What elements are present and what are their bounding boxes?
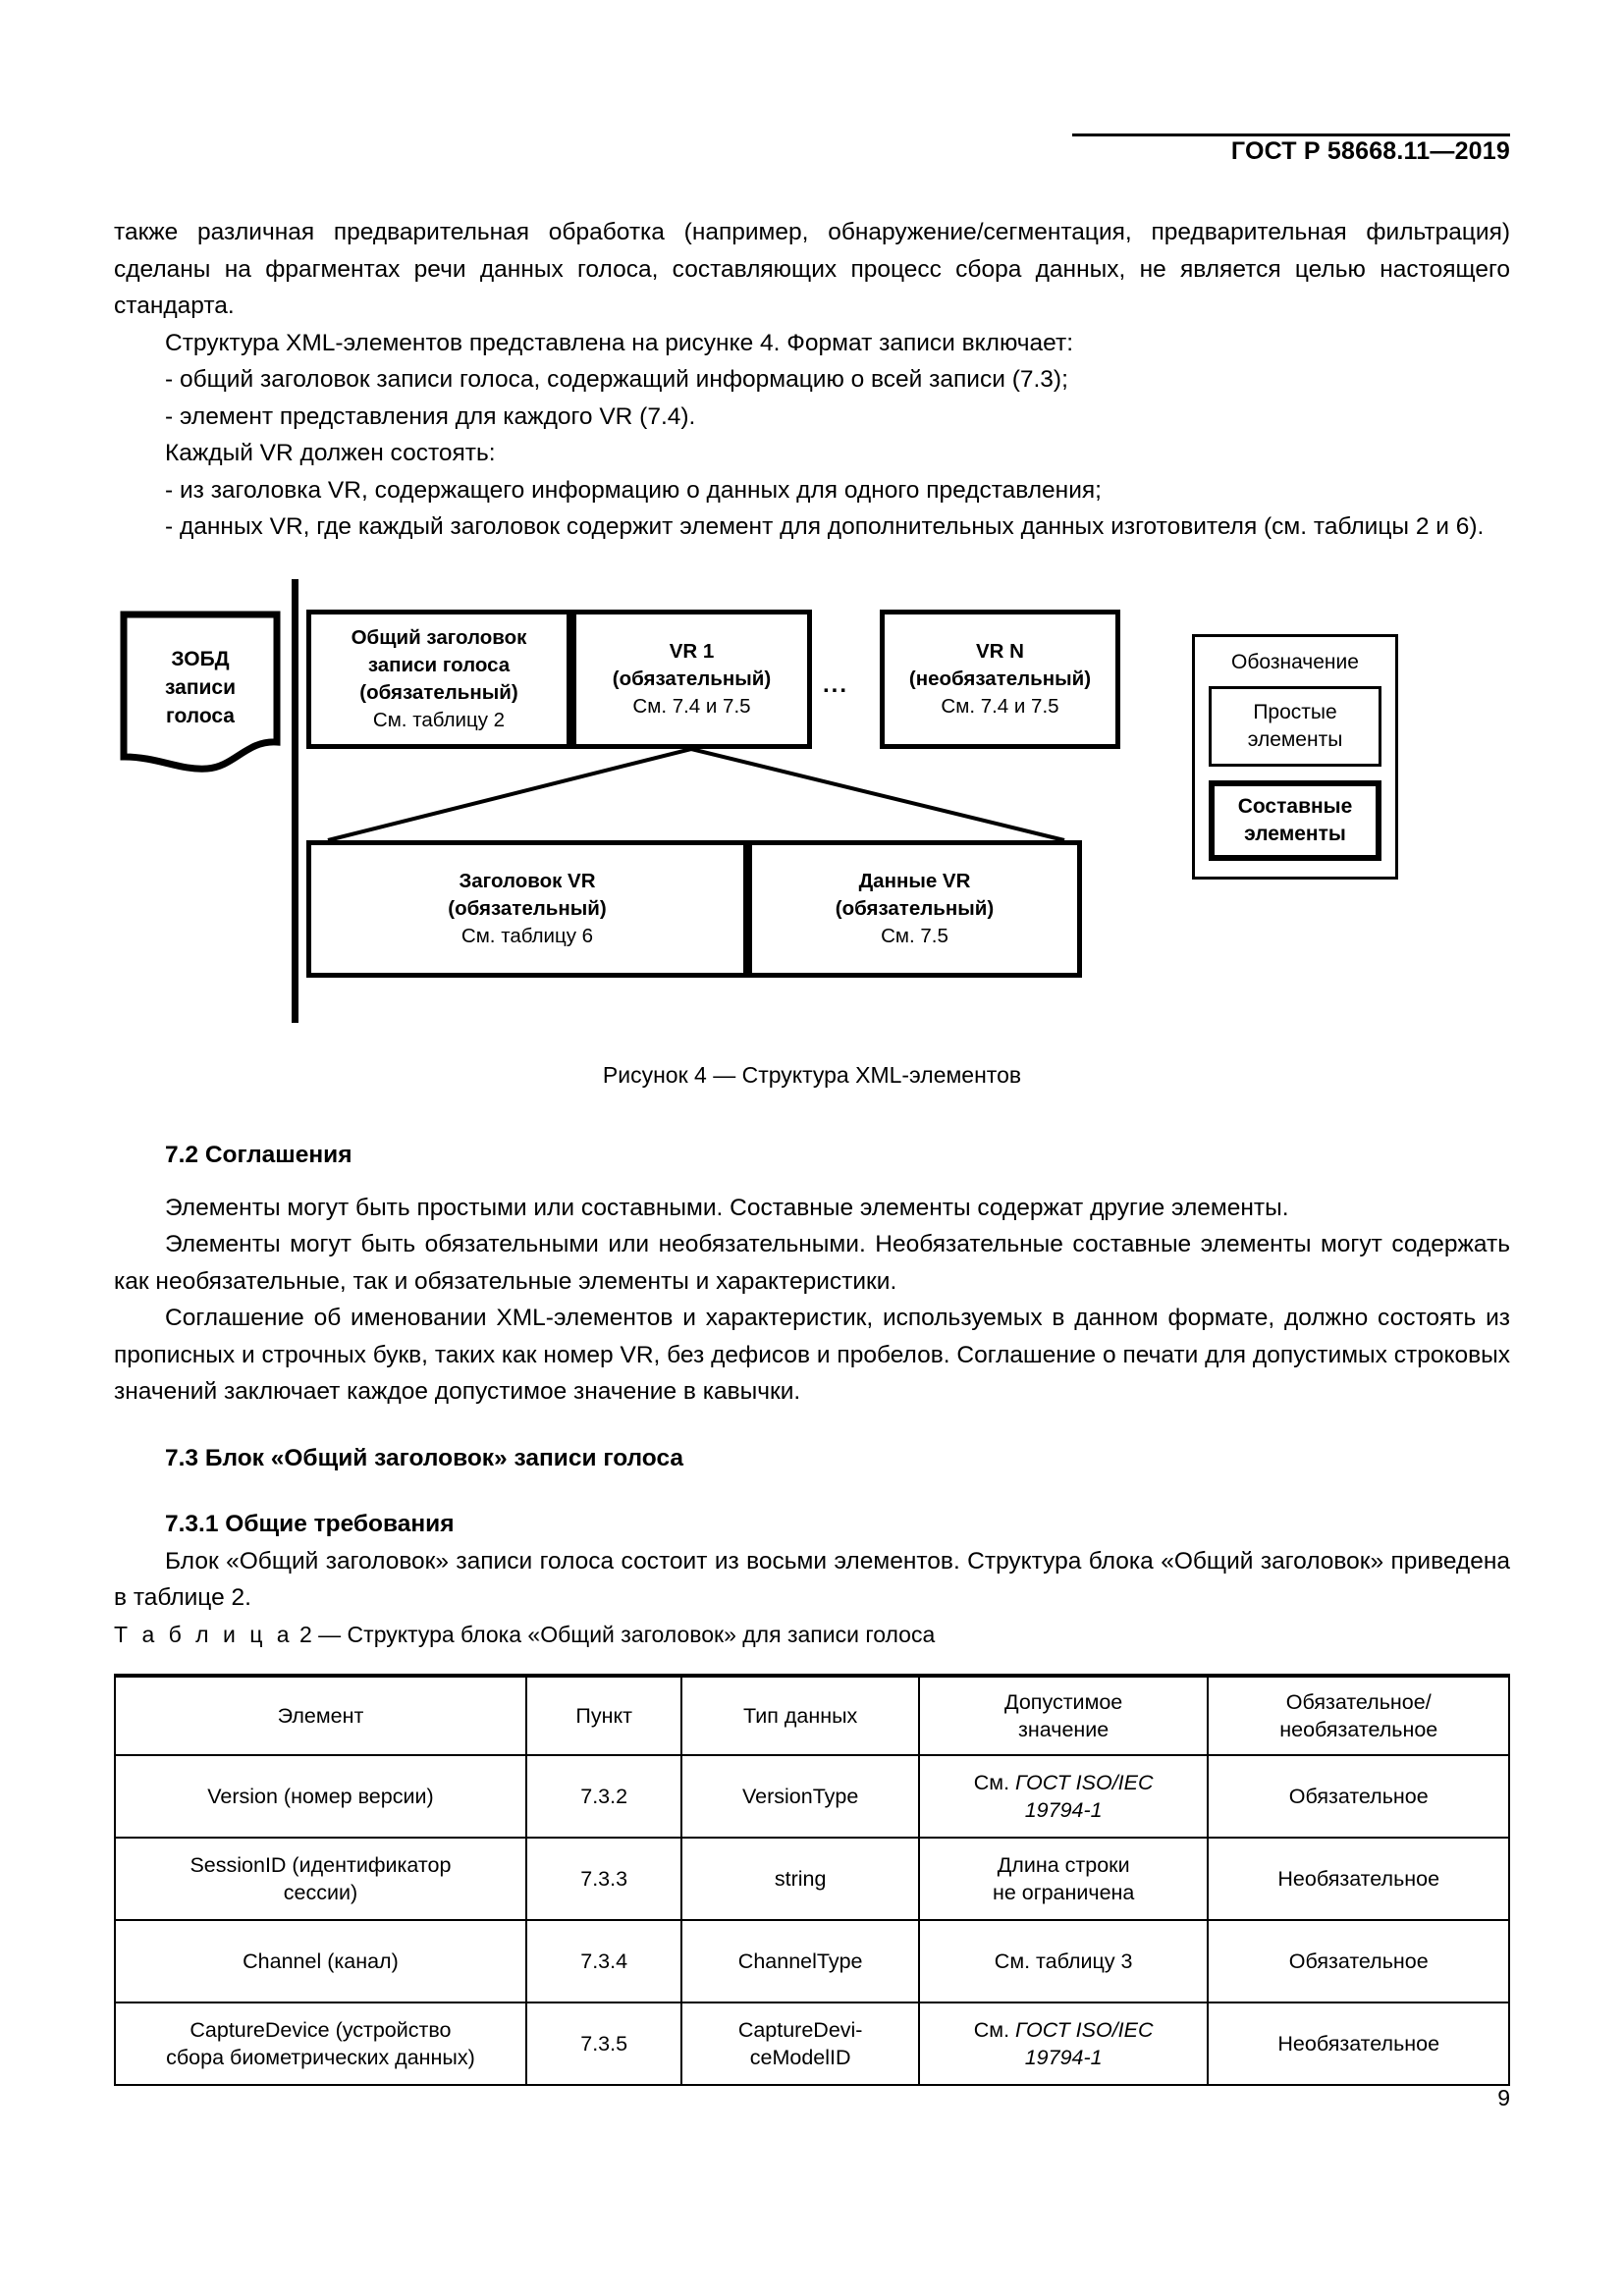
body-text-bottom [114, 1137, 1510, 1617]
bullet-common-header: - общий заголовок записи голоса, содержащий информацию о всей записи (7.3); [165, 366, 1068, 393]
col-header-required [1208, 1676, 1509, 1755]
legend-title: Обозначение [1231, 651, 1359, 673]
cell-value-line2: не ограничена [992, 1881, 1135, 1904]
cell-clause: 7.3.2 [526, 1755, 682, 1838]
cell-datatype: ChannelType [681, 1920, 918, 2002]
paragraph-7-3-1-1: Блок «Общий заголовок» записи голоса состоит из восьми элементов. Структура блока «Общий заголовок» приведена в таблице 2. [114, 1547, 1510, 1611]
bullet-vr-data: - данных VR, где каждый заголовок содержит элемент для дополнительных данных изготовителя (см. таблицы 2 и 6). [165, 513, 1485, 540]
table-head [115, 1676, 1509, 1755]
cell-element: Channel (канал) [115, 1920, 526, 2002]
cell-value [919, 1755, 1209, 1838]
node-vr1 [571, 610, 812, 749]
legend-complex-line2: элементы [1244, 823, 1346, 845]
node-vr-data-line3: См. 7.5 [881, 925, 948, 947]
table-row [115, 1755, 1509, 1838]
body-text-top [114, 214, 1510, 546]
legend-complex-elements [1209, 780, 1381, 861]
col-header-clause: Пункт [526, 1676, 682, 1755]
node-vr1-line2: (обязательный) [612, 667, 772, 690]
cell-required: Обязательное [1208, 1920, 1509, 2002]
paragraph-structure: Структура XML-элементов представлена на рисунке 4. Формат записи включает: [165, 329, 1074, 356]
cell-clause: 7.3.3 [526, 1838, 682, 1920]
node-common-header-line4: См. таблицу 2 [372, 709, 506, 731]
table-row [115, 2002, 1509, 2085]
node-vr-header [306, 840, 748, 978]
node-vr-header-line2: (обязательный) [448, 897, 607, 920]
node-ellipsis: ... [823, 671, 849, 698]
table-header-row [115, 1676, 1509, 1755]
cell-value [919, 1838, 1209, 1920]
table-row [115, 1838, 1509, 1920]
legend-simple-line2: элементы [1247, 728, 1343, 751]
col-header-value-line2: значение [1018, 1718, 1110, 1741]
cell-required: Обязательное [1208, 1755, 1509, 1838]
cell-element [115, 2002, 526, 2085]
cell-element-line2: сессии) [283, 1881, 358, 1904]
table-row [115, 1920, 1509, 2002]
legend-simple-line1: Простые [1253, 701, 1337, 723]
node-vrn [880, 610, 1120, 749]
node-common-header [306, 610, 571, 749]
cell-value-italic-line1: ГОСТ ISO/IEC [1015, 1771, 1154, 1794]
paragraph-vr-consists: Каждый VR должен состоять: [165, 440, 496, 466]
node-vr-header-line3: См. таблицу 6 [460, 925, 594, 947]
cell-value-prefix: См. [973, 1771, 1016, 1794]
cell-value: См. таблицу 3 [919, 1920, 1209, 2002]
node-vr-header-line1: Заголовок VR [459, 870, 596, 892]
cell-required: Необязательное [1208, 2002, 1509, 2085]
doc-shape-label [119, 645, 282, 730]
cell-element-line1: CaptureDevice (устройство [189, 2018, 452, 2042]
legend-complex-line1: Составные [1237, 795, 1353, 818]
doc-line-1: ЗОБД [171, 648, 230, 670]
node-vr-data-line1: Данные VR [858, 870, 971, 892]
node-vr-data [748, 840, 1082, 978]
cell-datatype [681, 2002, 918, 2085]
table-caption-label: Т а б л и ц а [114, 1622, 294, 1647]
doc-line-3: голоса [165, 705, 235, 727]
col-header-value [919, 1676, 1209, 1755]
cell-value [919, 2002, 1209, 2085]
cell-required: Необязательное [1208, 1838, 1509, 1920]
heading-7-3: 7.3 Блок «Общий заголовок» записи голоса [165, 1444, 683, 1471]
cell-value-italic-line1: ГОСТ ISO/IEC [1015, 2018, 1154, 2042]
node-common-header-line3: (обязательный) [359, 681, 518, 704]
cell-value-prefix: См. [973, 2018, 1016, 2042]
cell-element: Version (номер версии) [115, 1755, 526, 1838]
node-vr1-line3: См. 7.4 и 7.5 [632, 695, 751, 718]
node-vrn-line1: VR N [976, 640, 1024, 663]
col-header-required-line2: необязательное [1279, 1718, 1438, 1741]
node-vr1-line1: VR 1 [669, 640, 715, 663]
node-common-header-line2: записи голоса [367, 654, 511, 676]
cell-value-line1: Длина строки [997, 1853, 1130, 1877]
cell-element [115, 1838, 526, 1920]
node-vr-data-line2: (обязательный) [835, 897, 995, 920]
figure-legend [1192, 634, 1398, 880]
figure-caption: Рисунок 4 — Структура XML-элементов [602, 1062, 1022, 1088]
paragraph-7-2-1: Элементы могут быть простыми или составными. Составные элементы содержат другие элементы. [165, 1194, 1289, 1221]
cell-datatype-line2: ceModelID [749, 2046, 851, 2069]
table-caption [114, 1622, 935, 1648]
cell-value-italic-line2: 19794-1 [1024, 1798, 1103, 1822]
cell-clause: 7.3.4 [526, 1920, 682, 2002]
doc-line-2: записи [164, 676, 237, 699]
cell-datatype: string [681, 1838, 918, 1920]
paragraph-intro: также различная предварительная обработка (например, обнаружение/сегментация, предварительная фильтрация) сделаны на фрагментах речи данных голоса, составляющих процесс сбора данных, не является целью настоящего стандарта. [114, 219, 1510, 319]
table-caption-text: 2 — Структура блока «Общий заголовок» для записи голоса [293, 1622, 936, 1647]
node-vrn-line2: (необязательный) [908, 667, 1092, 690]
bullet-vr-element: - элемент представления для каждого VR (7.4). [165, 402, 696, 430]
heading-7-2: 7.2 Соглашения [165, 1142, 352, 1168]
cell-datatype: VersionType [681, 1755, 918, 1838]
cell-clause: 7.3.5 [526, 2002, 682, 2085]
col-header-required-line1: Обязательное/ [1285, 1690, 1432, 1714]
bullet-vr-header: - из заголовка VR, содержащего информацию о данных для одного представления; [165, 476, 1102, 504]
paragraph-7-2-3: Соглашение об именовании XML-элементов и характеристик, используемых в данном формате, должно состоять из прописных и строчных букв, таких как номер VR, без дефисов и пробелов. Соглашение о печати для допустимых строковых значений заключает каждое допустимое значение в кавычки. [114, 1305, 1510, 1405]
page-header [114, 137, 1510, 166]
table-body [115, 1755, 1509, 2085]
cell-element-line2: сбора биометрических данных) [166, 2046, 475, 2069]
header-rule [1072, 133, 1510, 136]
standard-number: ГОСТ Р 58668.11—2019 [1230, 137, 1510, 165]
node-vrn-line3: См. 7.4 и 7.5 [941, 695, 1059, 718]
table-common-header-structure [114, 1674, 1510, 2086]
cell-value-italic-line2: 19794-1 [1024, 2046, 1103, 2069]
legend-simple-elements [1209, 686, 1381, 767]
figure-vertical-bar [292, 579, 298, 1023]
node-common-header-line1: Общий заголовок [351, 626, 527, 649]
cell-datatype-line1: CaptureDevi- [737, 2018, 863, 2042]
col-header-value-line1: Допустимое [1004, 1690, 1123, 1714]
col-header-datatype: Тип данных [681, 1676, 918, 1755]
figure-xml-structure [114, 577, 1510, 1029]
page-number: 9 [1497, 2085, 1510, 2110]
heading-7-3-1: 7.3.1 Общие требования [165, 1511, 455, 1537]
paragraph-7-2-2: Элементы могут быть обязательными или необязательными. Необязательные составные элементы могут содержать как необязательные, так и обязательные элементы и характеристики. [114, 1231, 1510, 1295]
voice-record-document-shape [119, 610, 282, 776]
col-header-element: Элемент [115, 1676, 526, 1755]
cell-element-line1: SessionID (идентификатор [189, 1853, 452, 1877]
